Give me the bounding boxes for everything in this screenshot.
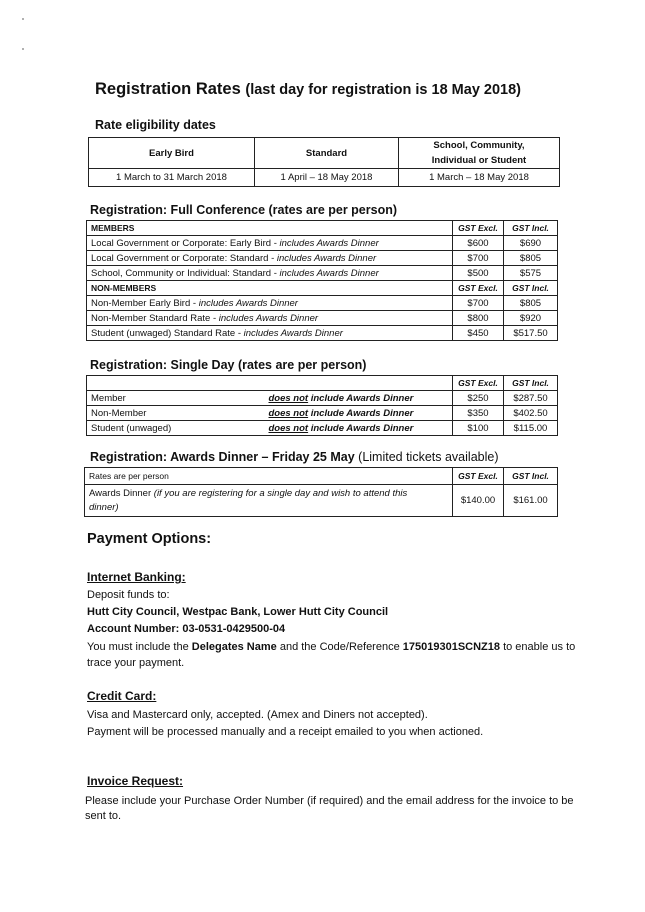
bank-details: Hutt City Council, Westpac Bank, Lower Hutt City Council [87,606,389,618]
table-row: Non-Member Early Bird - includes Awards Dinner $700 $805 [87,296,558,311]
reference-instructions-cont: trace your payment. [87,657,185,669]
early-bird-dates: 1 March to 31 March 2018 [89,169,255,187]
eligibility-table [88,137,560,187]
credit-card-heading: Credit Card: [87,689,157,703]
table-row: Member does not include Awards Dinner $250 $287.50 [87,391,558,406]
table-row: Non-Member does not include Awards Dinner $350 $402.50 [87,406,558,421]
non-members-label: NON-MEMBERS [87,281,453,296]
credit-card-line1: Visa and Mastercard only, accepted. (Amex and Diners not accepted). [87,709,428,721]
table-row: School, Community or Individual: Standard - includes Awards Dinner $500 $575 [87,266,558,281]
table-row: Student (unwaged) Standard Rate - includes Awards Dinner $450 $517.50 [87,326,558,341]
table-row: Non-Member Standard Rate - includes Awards Dinner $800 $920 [87,311,558,326]
gst-incl-header: GST Incl. [504,221,558,236]
account-number: Account Number: 03-0531-0429500-04 [87,623,286,635]
col-school-community: School, Community, Individual or Student [399,138,560,169]
standard-dates: 1 April – 18 May 2018 [255,169,399,187]
invoice-line1: Please include your Purchase Order Number (if required) and the email address for the invoice to be [85,795,574,807]
single-day-header-row: GST Excl. GST Incl. [87,376,558,391]
col-standard: Standard [255,138,399,169]
deposit-text: Deposit funds to: [87,589,170,601]
reference-instructions: You must include the Delegates Name and the Code/Reference 175019301SCNZ18 to enable us to [87,641,576,653]
eligibility-values-row [89,169,560,187]
scan-speck [22,48,24,50]
single-day-table [86,375,558,436]
internet-banking-heading: Internet Banking: [87,570,186,584]
invoice-line2: sent to. [85,810,122,822]
members-label: MEMBERS [87,221,453,236]
school-dates: 1 March – 18 May 2018 [399,169,560,187]
invoice-heading: Invoice Request: [87,774,184,788]
page-title: Registration Rates (last day for registration is 18 May 2018) [95,80,521,98]
eligibility-header-row [89,138,560,169]
awards-header-row: Rates are per person GST Excl. GST Incl. [85,468,558,485]
awards-dinner-heading: Registration: Awards Dinner – Friday 25 May (Limited tickets available) [90,450,499,464]
single-day-heading: Registration: Single Day (rates are per person) [90,358,367,372]
table-row: Local Government or Corporate: Standard - includes Awards Dinner $700 $805 [87,251,558,266]
scan-speck [22,18,24,20]
table-row: Awards Dinner (if you are registering for a single day and wish to attend this dinner) $140.00 $161.00 [85,485,558,517]
non-members-header-row: NON-MEMBERS GST Excl. GST Incl. [87,281,558,296]
payment-options-heading: Payment Options: [87,531,212,547]
members-header-row [87,221,558,236]
credit-card-line2: Payment will be processed manually and a receipt emailed to you when actioned. [87,726,484,738]
table-row: Local Government or Corporate: Early Bird - includes Awards Dinner $600 $690 [87,236,558,251]
col-early-bird: Early Bird [89,138,255,169]
awards-dinner-table [84,467,558,517]
table-row: Student (unwaged) does not include Awards Dinner $100 $115.00 [87,421,558,436]
gst-excl-header: GST Excl. [453,221,504,236]
eligibility-heading: Rate eligibility dates [95,118,216,132]
full-conference-heading: Registration: Full Conference (rates are per person) [90,203,398,217]
full-conference-table [86,220,558,341]
